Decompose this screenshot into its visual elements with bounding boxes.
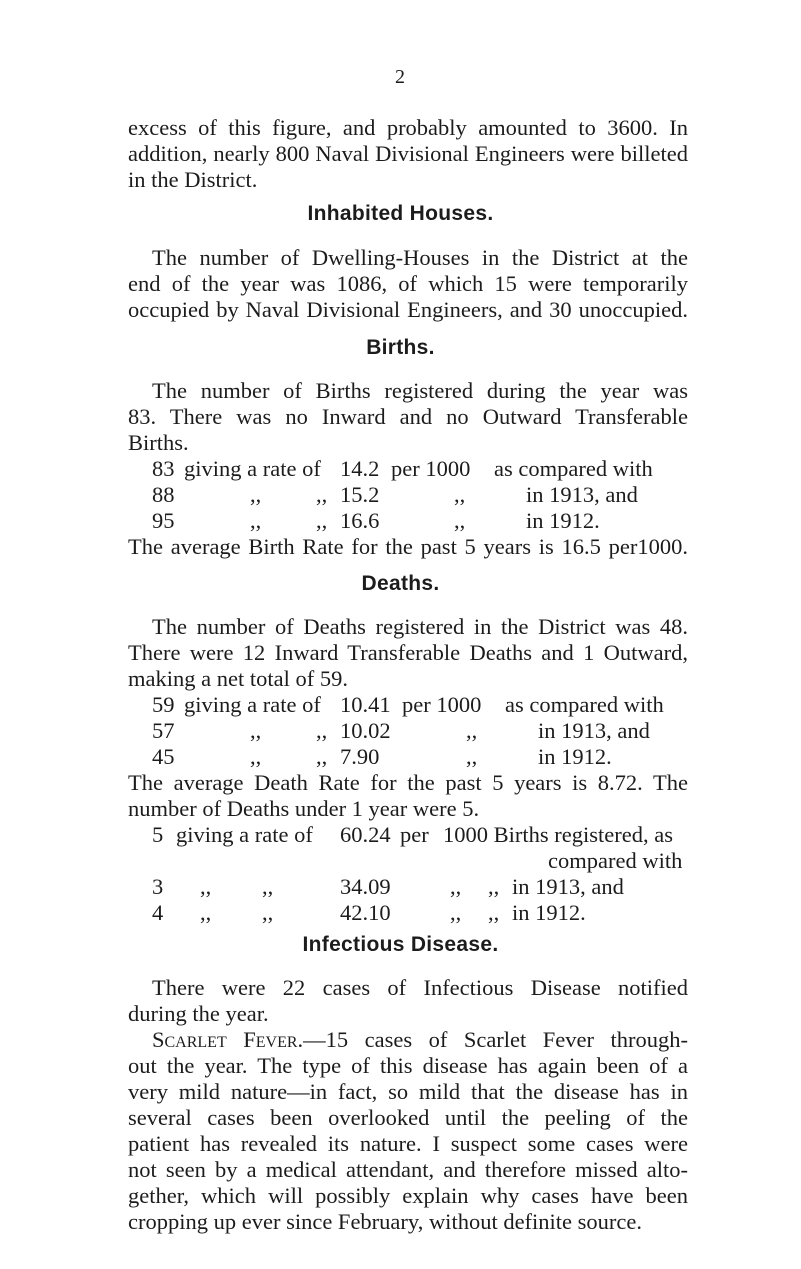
births-line-1: The number of Births registered during the year was	[152, 378, 688, 403]
births-average: The average Birth Rate for the past 5 years is 16.5 per1000.	[128, 534, 688, 559]
deaths-row2-num: 57	[152, 718, 175, 743]
deaths-row2-compare: in 1913, and	[538, 718, 650, 743]
infant-row3-ditto-c: ,,	[450, 900, 462, 925]
infant-row2-ditto-d: ,,	[488, 874, 500, 899]
births-row1-num: 83	[152, 456, 175, 481]
page-number: 2	[395, 66, 405, 88]
births-row2-num: 88	[152, 482, 175, 507]
births-row2-compare: in 1913, and	[526, 482, 638, 507]
births-row2-ditto-b: ,,	[316, 482, 328, 507]
deaths-row1-num: 59	[152, 692, 175, 717]
deaths-row2-rate: 10.02	[340, 718, 391, 743]
deaths-row3-ditto-c: ,,	[466, 744, 478, 769]
scarlet-fever-first: —15 cases of Scarlet Fever through-	[303, 1027, 688, 1052]
intro-line-3: in the District.	[128, 167, 258, 192]
deaths-row1-per: per 1000	[402, 692, 482, 717]
deaths-line-1: The number of Deaths registered in the District was 48.	[152, 614, 688, 639]
deaths-line-2: There were 12 Inward Transferable Deaths and 1 Outward,	[128, 640, 688, 665]
deaths-heading: Deaths.	[361, 572, 440, 595]
inhabited-houses-heading: Inhabited Houses.	[307, 202, 494, 225]
infectious-disease-heading: Infectious Disease.	[302, 933, 499, 956]
infant-row1-text: giving a rate of	[176, 822, 313, 847]
scarlet-fever-line-7: gether, which will possibly explain why cases have been	[128, 1183, 688, 1208]
births-row2-ditto-c: ,,	[454, 482, 466, 507]
births-row3-ditto-b: ,,	[316, 508, 328, 533]
infectious-line-1: There were 22 cases of Infectious Disease notified	[152, 975, 688, 1000]
deaths-row1-rate: 10.41	[340, 692, 391, 717]
infant-row3-ditto-d: ,,	[488, 900, 500, 925]
deaths-row1-compare: as compared with	[505, 692, 664, 717]
deaths-line-3: making a net total of 59.	[128, 666, 348, 691]
infant-row1-num: 5	[152, 822, 164, 847]
infant-row1-per: per	[400, 822, 429, 847]
scarlet-fever-label: Scarlet Fever.	[152, 1027, 304, 1052]
births-line-2: 83. There was no Inward and no Outward Transferable	[128, 404, 688, 429]
births-row3-compare: in 1912.	[526, 508, 600, 533]
deaths-row2-ditto-b: ,,	[316, 718, 328, 743]
infant-row3-num: 4	[152, 900, 164, 925]
births-row2-rate: 15.2	[340, 482, 380, 507]
scarlet-fever-line-4: several cases been overlooked until the peeling of the	[128, 1105, 688, 1130]
scarlet-fever-line-6: not seen by a medical attendant, and therefore missed alto-	[128, 1157, 688, 1182]
deaths-row2-ditto-c: ,,	[466, 718, 478, 743]
infant-row2-ditto-c: ,,	[450, 874, 462, 899]
births-row3-rate: 16.6	[340, 508, 380, 533]
inhabited-line-1: The number of Dwelling-Houses in the District at the	[152, 245, 688, 270]
infant-row3-compare: in 1912.	[512, 900, 586, 925]
deaths-row3-compare: in 1912.	[538, 744, 612, 769]
births-row3-ditto-a: ,,	[250, 508, 262, 533]
deaths-average-line-2: number of Deaths under 1 year were 5.	[128, 796, 480, 821]
births-line-3: Births.	[128, 430, 189, 455]
scarlet-fever-line-8: cropping up ever since February, without definite source.	[128, 1209, 643, 1234]
scarlet-fever-line-5: patient has revealed its nature. I suspect some cases were	[128, 1131, 688, 1156]
deaths-row3-num: 45	[152, 744, 175, 769]
deaths-row2-ditto-a: ,,	[250, 718, 262, 743]
births-row3-num: 95	[152, 508, 175, 533]
deaths-row3-ditto-a: ,,	[250, 744, 262, 769]
intro-line-1: excess of this figure, and probably amounted to 3600. In	[128, 115, 688, 140]
infant-row2-num: 3	[152, 874, 164, 899]
inhabited-line-3: occupied by Naval Divisional Engineers, and 30 unoccupied.	[128, 297, 688, 322]
deaths-row3-ditto-b: ,,	[316, 744, 328, 769]
births-row1-per: per 1000	[391, 456, 471, 481]
intro-line-2: addition, nearly 800 Naval Divisional Engineers were billeted	[128, 141, 688, 166]
infant-row2-rate: 34.09	[340, 874, 391, 899]
infant-row2-ditto-a: ,,	[200, 874, 212, 899]
infant-row3-rate: 42.10	[340, 900, 391, 925]
infectious-line-2: during the year.	[128, 1001, 269, 1026]
deaths-row1-text: giving a rate of	[184, 692, 321, 717]
births-heading: Births.	[366, 336, 435, 359]
infant-row2-compare: in 1913, and	[512, 874, 624, 899]
inhabited-line-2: end of the year was 1086, of which 15 were temporarily	[128, 271, 688, 296]
births-row3-ditto-c: ,,	[454, 508, 466, 533]
births-row1-text: giving a rate of	[184, 456, 321, 481]
scarlet-fever-line-3: very mild nature—in fact, so mild that the disease has in	[128, 1079, 688, 1104]
births-row1-rate: 14.2	[340, 456, 380, 481]
infant-row1-births: 1000 Births registered, as	[443, 822, 673, 847]
infant-row3-ditto-a: ,,	[200, 900, 212, 925]
deaths-row3-rate: 7.90	[340, 744, 380, 769]
scarlet-fever-line-2: out the year. The type of this disease has again been of a	[128, 1053, 688, 1078]
infant-row3-ditto-b: ,,	[262, 900, 274, 925]
infant-compared-with: compared with	[548, 848, 683, 873]
births-row1-compare: as compared with	[494, 456, 653, 481]
scarlet-fever-line-1	[152, 1027, 688, 1053]
infant-row1-rate: 60.24	[340, 822, 391, 847]
deaths-average-line-1: The average Death Rate for the past 5 years is 8.72. The	[128, 770, 688, 795]
infant-row2-ditto-b: ,,	[262, 874, 274, 899]
births-row2-ditto-a: ,,	[250, 482, 262, 507]
